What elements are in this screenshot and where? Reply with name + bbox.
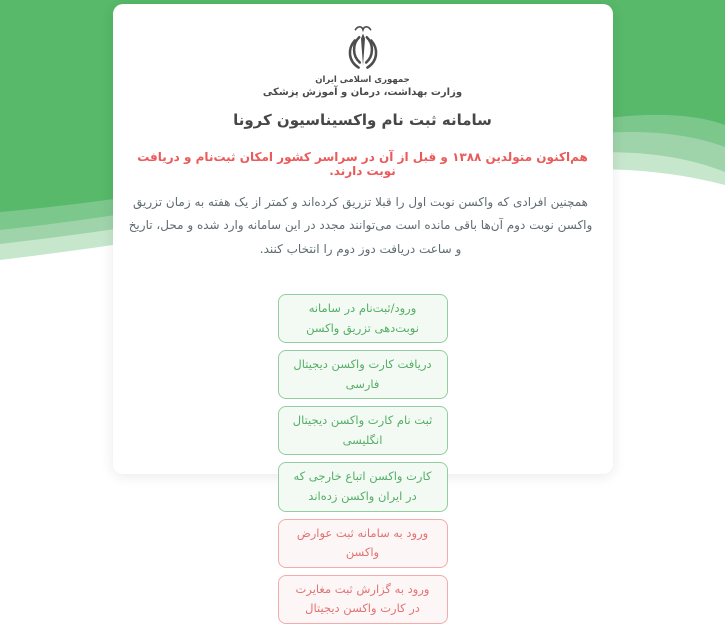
persian-digital-vaccine-card-button[interactable]: دریافت کارت واکسن دیجیتال فارسی — [278, 350, 448, 399]
description-text: همچنین افرادی که واکسن نوبت اول را قبلا تزریق کرده‌اند و کمتر از یک هفته به زمان تزریق واکسن نوبت دوم آن‌ها باقی مانده است می‌توانند مجدد در این سامانه وارد شده و محل، تاریخ و ساعت دریافت دوز دوم را انتخاب کنند. — [128, 195, 593, 256]
ministry-line1: جمهوری اسلامی ایران — [315, 75, 410, 85]
ministry-line2: وزارت بهداشت، درمان و آموزش پزشکی — [262, 87, 463, 98]
main-card — [113, 4, 613, 616]
notice-text: هم‌اکنون متولدین ۱۳۸۸ و قبل از آن در سراسر کشور امکان ثبت‌نام و دریافت نوبت دارند. — [137, 150, 588, 178]
page-title: سامانه ثبت نام واکسیناسیون کرونا — [233, 111, 492, 129]
vaccine-card-discrepancy-report-button[interactable]: ورود به گزارش ثبت مغایرت در کارت واکسن دیجیتال — [278, 575, 448, 624]
iran-emblem-icon — [131, 24, 595, 72]
foreign-nationals-vaccine-card-button[interactable]: کارت واکسن اتباع خارجی که در ایران واکسن زده‌اند — [278, 462, 448, 511]
login-register-appointment-button[interactable]: ورود/ثبت‌نام در سامانه نوبت‌دهی تزریق واکسن — [278, 294, 448, 343]
vaccine-side-effects-button[interactable]: ورود به سامانه ثبت عوارض واکسن — [278, 519, 448, 568]
button-list — [131, 294, 595, 624]
english-digital-vaccine-card-button[interactable]: ثبت نام کارت واکسن دیجیتال انگلیسی — [278, 406, 448, 455]
